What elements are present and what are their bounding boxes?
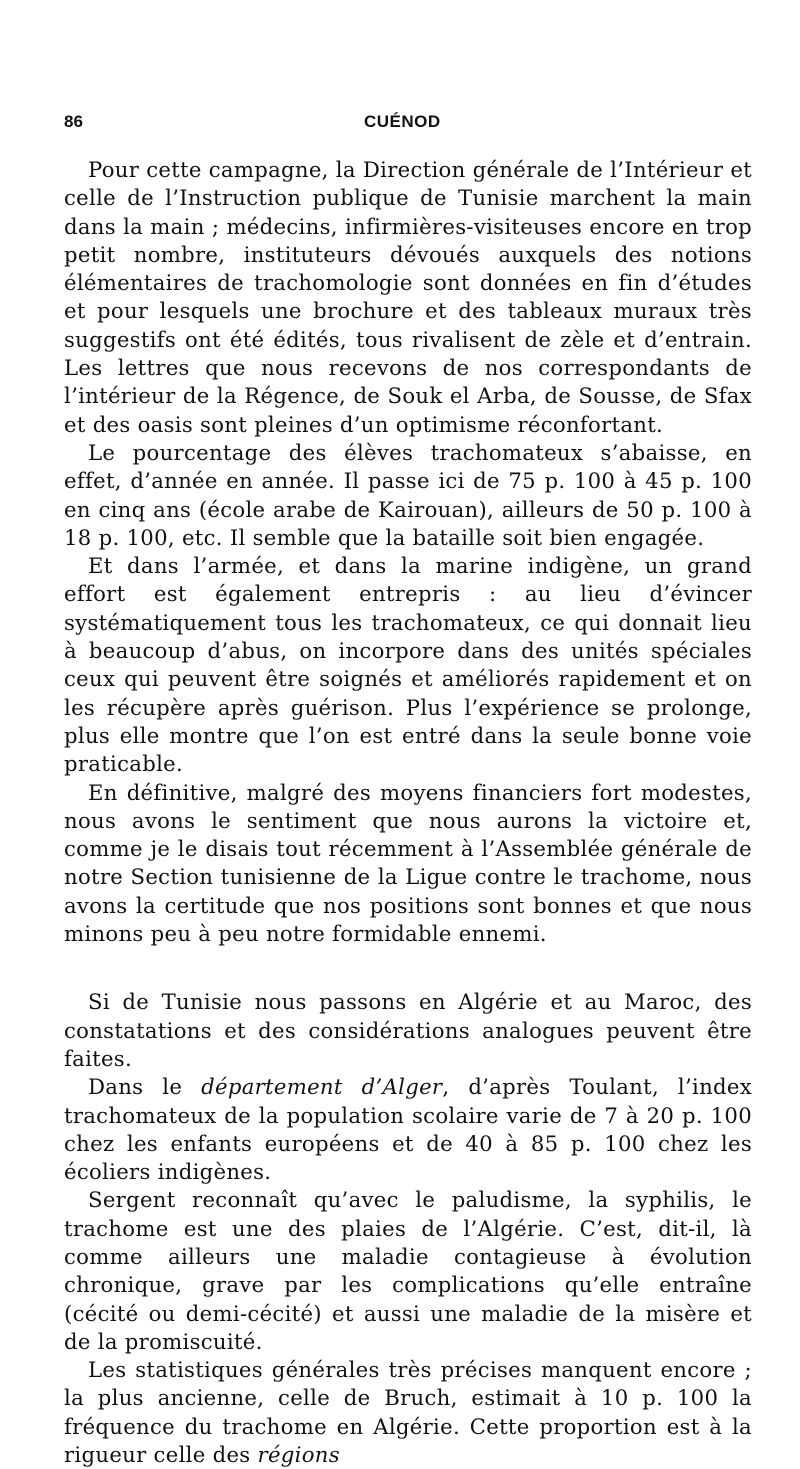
paragraph-5: Si de Tunisie nous passons en Algérie et au Maroc, des constatations et des considérations analogues peuvent être faites.	[64, 989, 752, 1071]
paragraph-6	[64, 1073, 752, 1186]
paragraph-4: En définitive, malgré des moyens financiers fort modestes, nous avons le sentiment que nous aurons la victoire et, comme je le disais tout récemment à l’Assemblée générale de notre Section tunisienne de la Ligue contre le trachome, nous avons la certitude que nos positions sont bonnes et que nous minons peu à peu notre formidable ennemi.	[64, 779, 752, 947]
body-text	[64, 156, 752, 1469]
page-header	[64, 112, 752, 142]
paragraph-8-start: Les statistiques générales très précises manquent encore ; la plus ancienne, celle de Bruch, estimait à 10 p. 100 la fréquence du trachome en Algérie. Cette proportion est à la rigueur celle des	[64, 1357, 752, 1468]
page-number: 86	[64, 112, 83, 131]
paragraph-6-italic: département d’Alger	[201, 1074, 443, 1100]
running-head: CUÉNOD	[364, 112, 441, 131]
paragraph-1: Pour cette campagne, la Direction générale de l’Intérieur et celle de l’Instruction publique de Tunisie marchent la main dans la main ; médecins, infirmières-visiteuses encore en trop petit nombre, instituteurs dévoués auxquels des notions élémentaires de trachomologie sont données en fin d’études et pour lesquels une brochure et des tableaux muraux très suggestifs ont été édités, tous rivalisent de zèle et d’entrain. Les lettres que nous recevons de nos correspondants de l’intérieur de la Régence, de Souk el Arba, de Sousse, de Sfax et des oasis sont pleines d’un optimisme réconfortant.	[64, 157, 752, 437]
paragraph-6-end: , d’après Toulant, l’index trachomateux de la population scolaire varie de 7 à 20 p. 100 chez les enfants européens et de 40 à 85 p. 100 chez les écoliers indigènes.	[64, 1074, 752, 1185]
paragraph-6-start: Dans le	[88, 1074, 202, 1100]
paragraph-8	[64, 1356, 752, 1469]
paragraph-3: Et dans l’armée, et dans la marine indigène, un grand effort est également entrepris : au lieu d’évincer systématiquement tous les trachomateux, ce qui donnait lieu à beaucoup d’abus, on incorpore dans des unités spéciales ceux qui peuvent être soignés et améliorés rapidement et on les récupère après guérison. Plus l’expérience se prolonge, plus elle montre que l’on est entré dans la seule bonne voie praticable.	[64, 553, 752, 777]
paragraph-7: Sergent reconnaît qu’avec le paludisme, la syphilis, le trachome est une des plaies de l’Algérie. C’est, dit-il, là comme ailleurs une maladie contagieuse à évolution chronique, grave par les complications qu’elle entraîne (cécité ou demi-cécité) et aussi une maladie de la misère et de la promiscuité.	[64, 1187, 752, 1354]
paragraph-8-italic: régions	[257, 1442, 340, 1468]
paragraph-2: Le pourcentage des élèves trachomateux s’abaisse, en effet, d’année en année. Il passe ici de 75 p. 100 à 45 p. 100 en cinq ans (école arabe de Kairouan), ailleurs de 50 p. 100 à 18 p. 100, etc. Il semble que la bataille soit bien engagée.	[64, 439, 752, 550]
